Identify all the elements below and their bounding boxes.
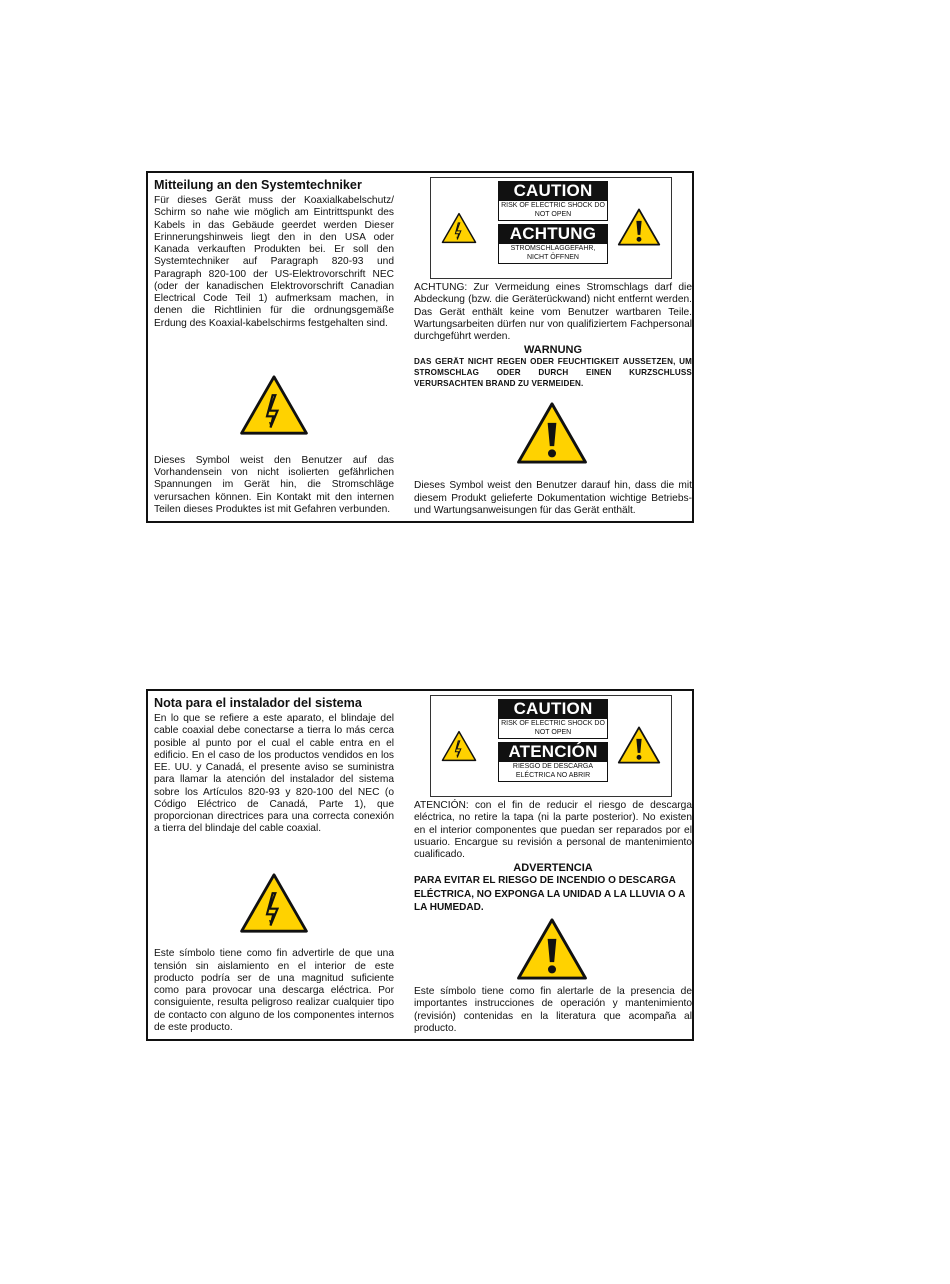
local-caution-heading: ATENCIÓN [498,742,608,762]
spanish-safety-notice [146,689,694,1041]
caution-label-text-block [498,181,608,267]
exclamation-warning-icon [514,401,590,465]
warning-paragraph: DAS GERÄT NICHT REGEN ODER FEUCHTIGKEIT AUSSETZEN, UM STROMSCHLAG ODER DURCH EINEN KURZSCHLUSS VERURSACHTEN BRAND ZU VERMEIDEN. [414,357,692,389]
caution-heading: CAUTION [498,181,608,201]
local-caution-heading: ACHTUNG [498,224,608,244]
notice-title: Mitteilung an den Systemtechniker [154,178,362,192]
german-safety-notice [146,171,694,523]
warning-heading: ADVERTENCIA [513,862,593,875]
caution-label [430,177,672,279]
installer-note-column [154,696,394,1034]
grounding-instructions: Für dieses Gerät muss der Koaxialkabelschutz/ Schirm so nahe wie möglich am Eintrittspunkt des Kabels in das Gebäude geerdet werden Dieser Erinnerungshinweis liegt den in den USA oder Kanada verkauften Produkten bei. Er soll den Systemtechniker auf Paragraph 820-93 und Paragraph 820-100 der US-Elektrovorschrift NEC (oder der kanadischen Elektrovorschrift Canadian Electrical Code Teil 1) aufmerksam machen, in denen die Richtlinien für die ordnungsgemäße Erdung des Koaxial-kabelschirms festgehalten sind. [154,195,394,329]
lightning-bolt-warning-icon [441,728,477,764]
caution-heading: CAUTION [498,699,608,719]
caution-subtext: RISK OF ELECTRIC SHOCK DO NOT OPEN [498,201,608,221]
local-caution-subtext: RIESGO DE DESCARGA ELÉCTRICA NO ABRIR [498,762,608,782]
caution-column [414,695,692,1035]
lightning-bolt-warning-icon [238,374,310,436]
warning-heading: WARNUNG [523,344,583,357]
warning-paragraph: PARA EVITAR EL RIESGO DE INCENDIO O DESCARGA ELÉCTRICA, NO EXPONGA LA UNIDAD A LA LLUVIA O A LA HUMEDAD. [414,875,685,914]
caution-label-text-block [498,699,608,785]
exclamation-symbol-description: Este símbolo tiene como fin alertarle de la presencia de importantes instrucciones de operación y mantenimiento (revisión) contenidas en la literatura que acompaña al producto. [414,986,692,1034]
caution-subtext: RISK OF ELECTRIC SHOCK DO NOT OPEN [498,719,608,739]
caution-label [430,695,672,797]
exclamation-warning-icon [617,725,661,765]
lightning-bolt-warning-icon [238,872,310,934]
lightning-bolt-warning-icon [441,210,477,246]
exclamation-symbol-description: Dieses Symbol weist den Benutzer darauf hin, dass die mit diesem Produkt gelieferte Dokumentation wichtige Betriebs- und Wartungsanweisungen für das Gerät enthält. [414,480,692,516]
caution-paragraph: ACHTUNG: Zur Vermeidung eines Stromschlags darf die Abdeckung (bzw. die Geräterückwand) nicht entfernt werden. Das Gerät enthält keine vom Benutzer wartbaren Teile. Wartungsarbeiten dürfen nur von qualifiziertem Fachpersonal durchgeführt werden. [414,282,692,342]
exclamation-warning-icon [617,207,661,247]
grounding-instructions: En lo que se refiere a este aparato, el blindaje del cable coaxial debe conectarse a tierra lo más cerca posible al punto por el cual el cable entra en el edificio. En el caso de los productos vendidos en los EE. UU. y Canadá, el presente aviso se suministra para llamar la atención del instalador del sistema sobre los Artículos 820-93 y 820-100 del NEC (o Código Eléctrico de Canadá, Parte 1), que proporcionan directrices para una correcta conexión a tierra del blindaje del cable coaxial. [154,713,394,835]
caution-paragraph: ATENCIÓN: con el fin de reducir el riesgo de descarga eléctrica, no retire la tapa (ni la parte posterior). No existen en el interior componentes que puedan ser reparados por el usuario. Encargue su revisión a personal de mantenimiento cualificado. [414,800,692,860]
notice-title: Nota para el instalador del sistema [154,696,362,710]
caution-column [414,177,692,517]
exclamation-warning-icon [514,917,590,981]
installer-note-column [154,178,394,516]
bolt-symbol-description: Este símbolo tiene como fin advertirle de que una tensión sin aislamiento en el interior de este producto podría ser de una magnitud suficiente como para provocar una descarga eléctrica. Por consiguiente, resulta peligroso realizar cualquier tipo de contacto con alguno de los componentes internos de este producto. [154,948,394,1033]
local-caution-subtext: STROMSCHLAGGEFAHR, NICHT ÖFFNEN [498,244,608,264]
bolt-symbol-description: Dieses Symbol weist den Benutzer auf das Vorhandensein von nicht isolierten gefährlichen Spannungen im Gerät hin, die Stromschläge verursachen können. Ein Kontakt mit den internen Teilen dieses Produktes ist mit Gefahren verbunden. [154,454,394,515]
